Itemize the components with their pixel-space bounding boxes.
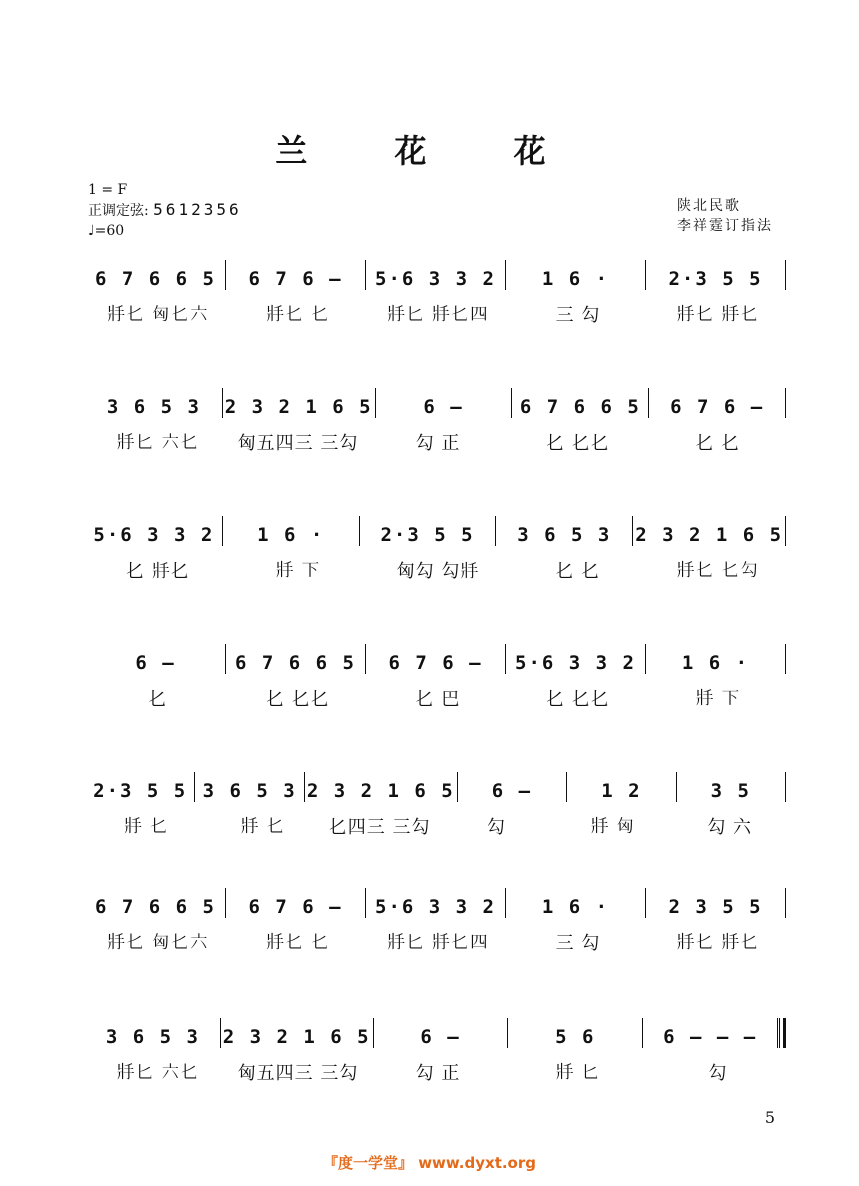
tablature-cell: 𢪇𠤎 𠤎 [266, 304, 330, 325]
notation-line [88, 1008, 788, 1048]
header-right [677, 196, 773, 236]
notation-line [88, 378, 788, 418]
measure: 1 6 · [541, 268, 610, 290]
measure: 6 — [420, 1026, 461, 1048]
watermark: 『度一学堂』 www.dyxt.org [322, 1154, 537, 1172]
measure: 6 — [423, 396, 464, 418]
measure: 2 3 2 1 6 5 [306, 780, 455, 802]
tablature-cell: 𢪇𠤎 匈𠤎六 [107, 304, 209, 325]
tablature-cell: 𢪇 下 [695, 688, 741, 709]
measure: 1 2 [601, 780, 642, 802]
measure: 2 3 2 1 6 5 [222, 1026, 371, 1048]
barline [194, 772, 195, 802]
barline [507, 1018, 508, 1048]
barline [365, 260, 366, 290]
tablature-cell: 勾 [708, 1063, 728, 1084]
barline [785, 888, 786, 918]
measure: 2 3 2 1 6 5 [635, 524, 784, 546]
tablature-cell: 𢪇匕 六𠤎 [116, 432, 200, 453]
tuning-notes: 5612356 [153, 200, 242, 219]
barline [222, 388, 223, 418]
measure: 5 6 [555, 1026, 596, 1048]
tablature-cell: 𢪇匕 𢪇𠤎四 [387, 932, 489, 953]
barline [785, 772, 786, 802]
notation-line [88, 250, 788, 290]
notation-line [88, 506, 788, 546]
tablature-cell: 𠤎 巴 [415, 689, 461, 710]
measure: 3 6 5 3 [517, 524, 612, 546]
barline [785, 644, 786, 674]
tablature-line [88, 422, 788, 462]
tablature-line [88, 806, 788, 846]
tablature-cell: 𠤎 𠤎 [555, 561, 601, 582]
measure: 5·6 3 3 2 [375, 268, 496, 290]
tuning [88, 200, 242, 221]
barline [511, 388, 512, 418]
measure: 6 7 6 — [670, 396, 765, 418]
tablature-line [88, 550, 788, 590]
barline [566, 772, 567, 802]
barline [785, 388, 786, 418]
staff-row [88, 878, 788, 973]
barline [457, 772, 458, 802]
tablature-cell: 𠤎 𠤎𠤎 [546, 689, 610, 710]
tablature-line [88, 678, 788, 718]
barline [632, 516, 633, 546]
tablature-cell: 𢪇 𠤎 [240, 816, 286, 837]
measure: 5·6 3 3 2 [375, 896, 496, 918]
barline [225, 644, 226, 674]
tablature-cell: 匈勾 勾𢪇 [396, 561, 480, 582]
tablature-cell: 𠤎 𠤎𠤎 [546, 433, 610, 454]
tablature-cell: 𢪇𠤎 𠤎勾 [676, 560, 760, 581]
tuning-label: 正调定弦: [88, 203, 149, 219]
barline [648, 388, 649, 418]
staff-row [88, 378, 788, 473]
measure: 5·6 3 3 2 [515, 652, 636, 674]
tablature-cell: 𠤎 𠤎𠤎 [266, 689, 330, 710]
tablature-line [88, 1052, 788, 1092]
tablature-cell: 𢪇 匈 [590, 816, 636, 837]
measure: 6 7 6 6 5 [95, 896, 216, 918]
measure: 3 5 [710, 780, 751, 802]
staff-row [88, 506, 788, 601]
barline [375, 388, 376, 418]
tablature-cell: 𢪇𠤎 𢪇𠤎 [676, 304, 760, 325]
page-number: 5 [764, 1108, 775, 1127]
barline [222, 516, 223, 546]
tablature-cell: 勾 六 [707, 817, 753, 838]
notation-line [88, 762, 788, 802]
source-label: 陕北民歌 [677, 198, 741, 214]
measure: 2·3 5 5 [668, 268, 763, 290]
tablature-cell: 勾 正 [415, 1063, 461, 1084]
measure: 1 6 · [257, 524, 325, 546]
measure: 1 6 · [541, 896, 610, 918]
barline [225, 260, 226, 290]
measure: 6 — [491, 780, 533, 802]
tablature-cell: 𢪇𠤎 𠤎 [266, 932, 330, 953]
measure: 6 7 6 — [388, 652, 483, 674]
barline [645, 644, 646, 674]
barline [495, 516, 496, 546]
staff-row [88, 762, 788, 857]
tablature-cell: 三 勾 [555, 305, 601, 326]
notation-line [88, 634, 788, 674]
barline [365, 888, 366, 918]
tablature-cell: 𢪇匕 𢪇𠤎四 [387, 304, 489, 325]
tablature-cell: 勾 正 [415, 433, 461, 454]
barline [359, 516, 360, 546]
measure: 2·3 5 5 [380, 524, 475, 546]
measure: 1 6 · [681, 652, 750, 674]
staff-row [88, 1008, 788, 1103]
barline [304, 772, 305, 802]
barline [373, 1018, 374, 1048]
measure: 3 6 5 3 [202, 780, 297, 802]
measure: 6 7 6 6 5 [235, 652, 356, 674]
measure: 6 — [135, 652, 176, 674]
tablature-line [88, 922, 788, 962]
tablature-cell: 勾 [486, 817, 506, 838]
barline [505, 644, 506, 674]
tempo-value: =60 [94, 223, 125, 239]
tablature-cell: 𢪇 下 [275, 560, 321, 581]
page-title: 兰 花 花 [275, 132, 584, 170]
barline [642, 1018, 643, 1048]
measure: 6 7 6 6 5 [95, 268, 216, 290]
tablature-cell: 匈五四三 三勾 [237, 433, 359, 454]
credit-label: 李祥霆订指法 [677, 218, 773, 234]
barline [225, 888, 226, 918]
quarter-note-icon: ♩ [88, 223, 95, 239]
notation-line [88, 878, 788, 918]
barline [505, 260, 506, 290]
header-left [88, 180, 242, 241]
measure: 6 7 6 — [248, 268, 343, 290]
tablature-cell: 𢪇𠤎 𢪇𠤎 [676, 932, 760, 953]
measure: 6 7 6 6 5 [519, 396, 641, 418]
tablature-cell: 𠤎四三 三勾 [328, 817, 431, 838]
measure: 3 6 5 3 [106, 396, 201, 418]
barline [645, 888, 646, 918]
tablature-cell: 𠤎 𠤎 [695, 433, 741, 454]
staff-row [88, 250, 788, 345]
tablature-cell: 𢪇 匕 [555, 1062, 601, 1083]
barline [220, 1018, 221, 1048]
measure: 5·6 3 3 2 [93, 524, 215, 546]
tablature-cell: 𠤎 [148, 689, 168, 710]
tablature-cell: 𠤎 𢪇𠤎 [126, 561, 190, 582]
tablature-line [88, 294, 788, 334]
barline [785, 516, 786, 546]
barline [785, 260, 786, 290]
tablature-cell: 𢪇𠤎 匈𠤎六 [107, 932, 209, 953]
staff-row [88, 634, 788, 729]
tablature-cell: 三 勾 [555, 933, 601, 954]
tablature-cell: 𢪇匕 六𠤎 [116, 1062, 200, 1083]
key-signature: 1 = F [88, 182, 128, 198]
barline [505, 888, 506, 918]
tablature-cell: 𢪇 𠤎 [123, 816, 169, 837]
measure: 2 3 5 5 [668, 896, 763, 918]
measure: 6 — — — [663, 1026, 758, 1048]
barline [365, 644, 366, 674]
measure: 2 3 2 1 6 5 [224, 396, 373, 418]
measure: 2·3 5 5 [93, 780, 188, 802]
final-barline [777, 1018, 786, 1048]
measure: 6 7 6 — [248, 896, 343, 918]
tempo [88, 221, 242, 241]
measure: 3 6 5 3 [105, 1026, 200, 1048]
barline [645, 260, 646, 290]
tablature-cell: 匈五四三 三勾 [237, 1063, 359, 1084]
barline [676, 772, 677, 802]
